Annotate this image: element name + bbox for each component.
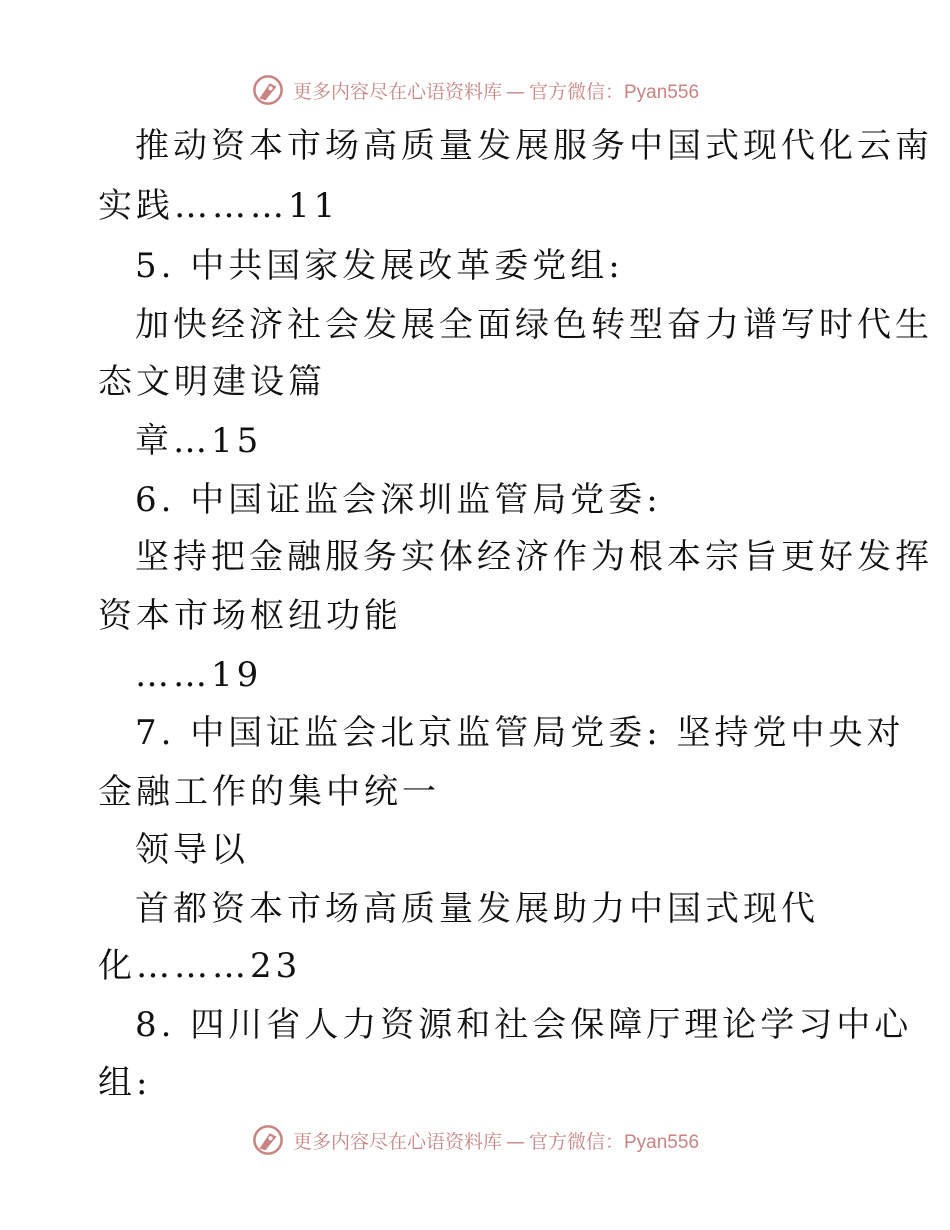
watermark-text	[293, 1127, 699, 1154]
watermark-separator: —	[505, 80, 525, 103]
toc-line: 实践………11	[98, 186, 340, 226]
toc-line: 金融工作的集中统一	[98, 772, 440, 812]
toc-line: 资本市场枢纽功能	[98, 596, 402, 636]
toc-line: 首都资本市场高质量发展助力中国式现代	[135, 889, 819, 929]
toc-entry-title: 6. 中国证监会深圳监管局党委:	[135, 480, 662, 520]
pen-nib-logo-icon	[251, 1123, 285, 1157]
watermark-separator: —	[505, 1130, 525, 1153]
watermark-channel: 官方微信：	[528, 80, 624, 103]
toc-line: 推动资本市场高质量发展服务中国式现代化云南	[135, 126, 933, 166]
watermark-header	[0, 68, 950, 112]
watermark-text	[293, 77, 699, 104]
toc-line: ……19	[135, 655, 263, 695]
toc-line: 章…15	[135, 421, 263, 461]
toc-entry-title: 5. 中共国家发展改革委党组:	[135, 246, 624, 286]
toc-line: 化………23	[98, 946, 302, 986]
pen-nib-logo-icon	[251, 73, 285, 107]
toc-entry-title: 8. 四川省人力资源和社会保障厅理论学习中心	[135, 1005, 913, 1045]
watermark-footer	[0, 1118, 950, 1162]
toc-line: 组:	[98, 1063, 152, 1103]
toc-line: 加快经济社会发展全面绿色转型奋力谱写时代生	[135, 305, 933, 345]
watermark-channel: 官方微信：	[528, 1130, 624, 1153]
toc-line: 态文明建设篇	[98, 362, 326, 402]
watermark-slogan: 更多内容尽在心语资料库	[292, 1130, 502, 1153]
toc-entry-title: 7. 中国证监会北京监管局党委: 坚持党中央对	[135, 713, 905, 753]
watermark-account: Pyan556	[624, 1131, 700, 1153]
toc-line: 坚持把金融服务实体经济作为根本宗旨更好发挥	[135, 537, 933, 577]
watermark-account: Pyan556	[624, 81, 700, 103]
watermark-slogan: 更多内容尽在心语资料库	[292, 80, 502, 103]
toc-line: 领导以	[135, 830, 249, 870]
